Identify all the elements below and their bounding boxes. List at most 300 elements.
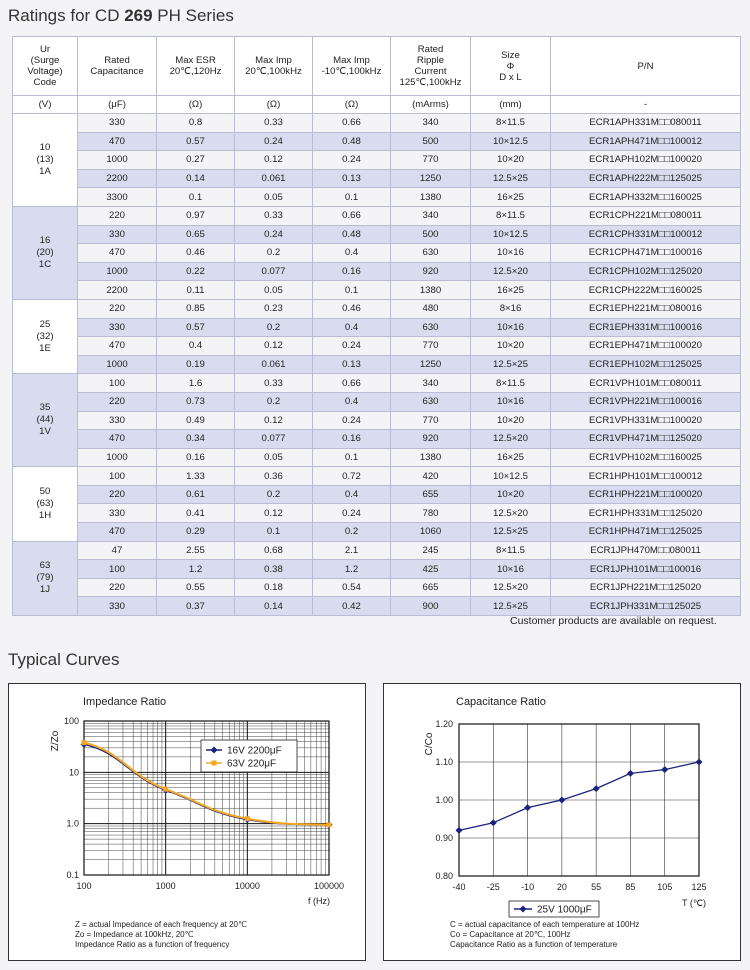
unit-ripple: (mArms)	[391, 96, 471, 114]
cell-cap: 100	[78, 560, 157, 579]
cell-size: 16×25	[471, 448, 551, 467]
cell-ripple: 770	[391, 411, 471, 430]
data-point	[490, 819, 497, 826]
data-point	[593, 785, 600, 792]
cell-cap: 1000	[78, 262, 157, 281]
cell-imp20: 0.061	[235, 169, 313, 188]
header-impm10: Max Imp -10℃,100kHz	[313, 37, 391, 96]
cell-cap: 220	[78, 299, 157, 318]
cell-impm10: 0.24	[313, 337, 391, 356]
cell-impm10: 0.16	[313, 262, 391, 281]
availability-note: Customer products are available on request.	[510, 615, 717, 627]
cell-ripple: 340	[391, 374, 471, 393]
cell-imp20: 0.33	[235, 114, 313, 133]
data-point	[163, 787, 168, 792]
cell-impm10: 0.13	[313, 355, 391, 374]
cell-pn: ECR1HPH331M□□125020	[551, 504, 741, 523]
cell-imp20: 0.33	[235, 374, 313, 393]
cell-size: 16×25	[471, 281, 551, 300]
voltage-code-cell: 63 (79) 1J	[13, 541, 78, 615]
cell-ripple: 500	[391, 132, 471, 151]
cell-cap: 470	[78, 132, 157, 151]
cell-imp20: 0.36	[235, 467, 313, 486]
cell-pn: ECR1VPH471M□□125020	[551, 430, 741, 449]
cell-cap: 470	[78, 523, 157, 542]
y-tick-label: 1.10	[435, 757, 453, 767]
table-row	[13, 597, 741, 616]
capacitance-note-1: C = actual capacitance of each temperature at 100Hz	[450, 920, 640, 929]
table-row	[13, 225, 741, 244]
data-point	[696, 759, 703, 766]
cell-size: 10×12.5	[471, 225, 551, 244]
cell-impm10: 0.42	[313, 597, 391, 616]
cell-ripple: 420	[391, 467, 471, 486]
cell-pn: ECR1CPH471M□□100016	[551, 244, 741, 263]
cell-esr: 0.19	[157, 355, 235, 374]
cell-esr: 0.65	[157, 225, 235, 244]
table-row	[13, 448, 741, 467]
table-row	[13, 578, 741, 597]
table-row	[13, 114, 741, 133]
data-point	[327, 822, 332, 827]
cell-size: 12.5×20	[471, 430, 551, 449]
cell-imp20: 0.2	[235, 244, 313, 263]
cell-cap: 1000	[78, 355, 157, 374]
cell-pn: ECR1CPH331M□□100012	[551, 225, 741, 244]
cell-esr: 0.85	[157, 299, 235, 318]
voltage-code-cell: 25 (32) 1E	[13, 299, 78, 373]
cell-imp20: 0.05	[235, 448, 313, 467]
cell-size: 12.5×20	[471, 262, 551, 281]
cell-impm10: 0.2	[313, 523, 391, 542]
x-axis-label: T (℃)	[682, 898, 706, 908]
cell-impm10: 0.4	[313, 244, 391, 263]
legend-label: 25V 1000μF	[537, 904, 592, 916]
impedance-panel	[8, 683, 366, 961]
cell-imp20: 0.1	[235, 523, 313, 542]
cell-esr: 0.61	[157, 485, 235, 504]
cell-esr: 0.16	[157, 448, 235, 467]
cell-esr: 0.22	[157, 262, 235, 281]
cell-cap: 220	[78, 206, 157, 225]
cell-size: 12.5×20	[471, 504, 551, 523]
cell-size: 10×12.5	[471, 132, 551, 151]
cell-size: 10×16	[471, 392, 551, 411]
voltage-code-cell: 50 (63) 1H	[13, 467, 78, 541]
cell-ripple: 340	[391, 206, 471, 225]
cell-cap: 220	[78, 578, 157, 597]
impedance-notes	[75, 920, 247, 950]
header-esr: Max ESR 20℃,120Hz	[157, 37, 235, 96]
cell-esr: 2.55	[157, 541, 235, 560]
cell-esr: 0.37	[157, 597, 235, 616]
cell-pn: ECR1EPH471M□□100020	[551, 337, 741, 356]
cell-esr: 0.57	[157, 132, 235, 151]
cell-size: 12.5×20	[471, 578, 551, 597]
cell-imp20: 0.2	[235, 485, 313, 504]
table-row	[13, 374, 741, 393]
cell-size: 10×20	[471, 151, 551, 170]
table-row	[13, 467, 741, 486]
cell-pn: ECR1EPH331M□□100016	[551, 318, 741, 337]
cell-cap: 1000	[78, 448, 157, 467]
cell-impm10: 0.1	[313, 448, 391, 467]
cell-impm10: 0.72	[313, 467, 391, 486]
x-tick-label: 105	[657, 882, 673, 892]
cell-impm10: 0.24	[313, 411, 391, 430]
cell-esr: 0.29	[157, 523, 235, 542]
cell-imp20: 0.24	[235, 132, 313, 151]
x-tick-label: 10000	[234, 881, 260, 891]
table-row	[13, 523, 741, 542]
cell-impm10: 0.24	[313, 504, 391, 523]
cell-imp20: 0.05	[235, 281, 313, 300]
cell-imp20: 0.38	[235, 560, 313, 579]
data-point	[245, 816, 250, 821]
impedance-note-3: Impedance Ratio as a function of frequency	[75, 940, 230, 949]
y-tick-label: 1.20	[435, 719, 453, 729]
y-tick-label: 1.0	[66, 818, 79, 829]
cell-esr: 0.46	[157, 244, 235, 263]
header-pn: P/N	[551, 37, 741, 96]
cell-ripple: 770	[391, 151, 471, 170]
y-tick-label: 0.90	[435, 833, 453, 843]
cell-ripple: 1380	[391, 281, 471, 300]
ratings-table	[12, 36, 741, 616]
cell-cap: 330	[78, 411, 157, 430]
capacitance-notes	[450, 920, 639, 950]
cell-impm10: 1.2	[313, 560, 391, 579]
cell-imp20: 0.2	[235, 392, 313, 411]
curves-title: Typical Curves	[8, 650, 120, 669]
cell-size: 12.5×25	[471, 597, 551, 616]
table-row	[13, 299, 741, 318]
cell-imp20: 0.12	[235, 151, 313, 170]
cell-impm10: 0.13	[313, 169, 391, 188]
unit-code: (V)	[13, 96, 78, 114]
cell-impm10: 0.46	[313, 299, 391, 318]
cell-pn: ECR1JPH331M□□125025	[551, 597, 741, 616]
cell-ripple: 780	[391, 504, 471, 523]
data-point	[661, 766, 668, 773]
legend-label: 16V 2200μF	[227, 745, 282, 757]
legend-label: 63V 220μF	[227, 758, 277, 770]
cell-cap: 330	[78, 504, 157, 523]
y-tick-label: 100	[63, 716, 79, 726]
header-row	[13, 37, 741, 96]
legend-marker	[212, 761, 217, 766]
capacitance-panel	[383, 683, 741, 961]
cell-size: 10×20	[471, 337, 551, 356]
cell-imp20: 0.23	[235, 299, 313, 318]
x-tick-label: 55	[591, 882, 602, 892]
cell-ripple: 480	[391, 299, 471, 318]
cell-pn: ECR1APH332M□□160025	[551, 188, 741, 207]
table-row	[13, 485, 741, 504]
cell-ripple: 900	[391, 597, 471, 616]
cell-impm10: 0.16	[313, 430, 391, 449]
header-ripple: Rated Ripple Current 125℃,100kHz	[391, 37, 471, 96]
cell-impm10: 0.66	[313, 206, 391, 225]
cell-size: 8×11.5	[471, 206, 551, 225]
cell-ripple: 245	[391, 541, 471, 560]
cell-pn: ECR1VPH101M□□080011	[551, 374, 741, 393]
cell-ripple: 500	[391, 225, 471, 244]
cell-esr: 0.14	[157, 169, 235, 188]
table-row	[13, 541, 741, 560]
cell-pn: ECR1JPH221M□□125020	[551, 578, 741, 597]
cell-esr: 0.49	[157, 411, 235, 430]
cell-pn: ECR1VPH102M□□160025	[551, 448, 741, 467]
cell-cap: 100	[78, 374, 157, 393]
cell-pn: ECR1APH471M□□100012	[551, 132, 741, 151]
cell-pn: ECR1HPH221M□□100020	[551, 485, 741, 504]
cell-ripple: 1250	[391, 169, 471, 188]
cell-cap: 220	[78, 392, 157, 411]
cell-cap: 470	[78, 337, 157, 356]
cell-impm10: 0.24	[313, 151, 391, 170]
cell-size: 10×20	[471, 411, 551, 430]
cell-esr: 0.73	[157, 392, 235, 411]
cell-cap: 330	[78, 114, 157, 133]
capacitance-note-3: Capacitance Ratio as a function of temperature	[450, 940, 618, 949]
table-row	[13, 206, 741, 225]
cell-ripple: 1060	[391, 523, 471, 542]
cell-size: 10×16	[471, 318, 551, 337]
cell-pn: ECR1JPH101M□□100016	[551, 560, 741, 579]
impedance-note-1: Z = actual Impedance of each frequency at 20℃	[75, 920, 247, 929]
cell-esr: 0.34	[157, 430, 235, 449]
cell-imp20: 0.05	[235, 188, 313, 207]
table-row	[13, 262, 741, 281]
cell-cap: 2200	[78, 281, 157, 300]
cell-impm10: 0.4	[313, 392, 391, 411]
cell-imp20: 0.24	[235, 225, 313, 244]
x-tick-label: 85	[625, 882, 636, 892]
y-tick-label: 10	[68, 767, 79, 778]
cell-pn: ECR1APH222M□□125025	[551, 169, 741, 188]
unit-pn: -	[551, 96, 741, 114]
cell-pn: ECR1VPH331M□□100020	[551, 411, 741, 430]
data-point	[456, 827, 463, 834]
cell-imp20: 0.18	[235, 578, 313, 597]
cell-impm10: 0.66	[313, 114, 391, 133]
x-tick-label: 1000	[155, 881, 176, 891]
table-row	[13, 411, 741, 430]
cell-cap: 330	[78, 225, 157, 244]
x-tick-label: -40	[452, 882, 466, 892]
table-row	[13, 318, 741, 337]
cell-impm10: 0.4	[313, 485, 391, 504]
cell-size: 10×20	[471, 485, 551, 504]
voltage-code-cell: 10 (13) 1A	[13, 114, 78, 207]
cell-impm10: 0.1	[313, 188, 391, 207]
cell-imp20: 0.077	[235, 262, 313, 281]
cell-pn: ECR1APH102M□□100020	[551, 151, 741, 170]
cell-esr: 0.8	[157, 114, 235, 133]
cell-pn: ECR1HPH101M□□100012	[551, 467, 741, 486]
data-point	[558, 797, 565, 804]
cell-impm10: 0.4	[313, 318, 391, 337]
cell-ripple: 920	[391, 430, 471, 449]
x-tick-label: 100000	[313, 881, 345, 891]
cell-imp20: 0.12	[235, 337, 313, 356]
cell-pn: ECR1CPH221M□□080011	[551, 206, 741, 225]
unit-imp20: (Ω)	[235, 96, 313, 114]
cell-ripple: 770	[391, 337, 471, 356]
cell-pn: ECR1EPH221M□□080016	[551, 299, 741, 318]
x-tick-label: 125	[691, 882, 707, 892]
table-row	[13, 560, 741, 579]
table-body	[13, 114, 741, 616]
capacitance-note-2: Co = Capacitance at 20℃, 100Hz	[450, 930, 571, 939]
y-axis-label: Z/Zo	[50, 730, 61, 752]
cell-size: 8×11.5	[471, 541, 551, 560]
cell-impm10: 0.66	[313, 374, 391, 393]
table-row	[13, 132, 741, 151]
header-code: Ur (Surge Voltage) Code	[13, 37, 78, 96]
cell-impm10: 2.1	[313, 541, 391, 560]
y-tick-label: 0.80	[435, 871, 453, 881]
cell-ripple: 655	[391, 485, 471, 504]
cell-esr: 0.97	[157, 206, 235, 225]
cell-size: 8×16	[471, 299, 551, 318]
cell-esr: 1.2	[157, 560, 235, 579]
header-cap: Rated Capacitance	[78, 37, 157, 96]
unit-cap: (μF)	[78, 96, 157, 114]
unit-impm10: (Ω)	[313, 96, 391, 114]
y-tick-label: 0.1	[66, 870, 79, 880]
table-row	[13, 392, 741, 411]
unit-esr: (Ω)	[157, 96, 235, 114]
cell-size: 8×11.5	[471, 374, 551, 393]
cell-cap: 470	[78, 244, 157, 263]
cell-pn: ECR1VPH221M□□100016	[551, 392, 741, 411]
table-row	[13, 504, 741, 523]
cell-ripple: 630	[391, 244, 471, 263]
cell-size: 8×11.5	[471, 114, 551, 133]
cell-pn: ECR1EPH102M□□125025	[551, 355, 741, 374]
table-row	[13, 337, 741, 356]
y-axis-label: C/Co	[424, 732, 435, 756]
cell-ripple: 1250	[391, 355, 471, 374]
cell-pn: ECR1HPH471M□□125025	[551, 523, 741, 542]
data-point	[524, 804, 531, 811]
cell-pn: ECR1CPH102M□□125020	[551, 262, 741, 281]
x-axis-label: f (Hz)	[308, 896, 330, 906]
data-point	[627, 770, 634, 777]
cell-esr: 1.6	[157, 374, 235, 393]
x-tick-label: 20	[556, 882, 567, 892]
cell-size: 12.5×25	[471, 169, 551, 188]
cell-esr: 0.57	[157, 318, 235, 337]
cell-esr: 0.27	[157, 151, 235, 170]
cell-cap: 330	[78, 318, 157, 337]
cell-esr: 0.1	[157, 188, 235, 207]
x-tick-label: -10	[521, 882, 535, 892]
cell-ripple: 425	[391, 560, 471, 579]
x-tick-label: 100	[76, 881, 92, 891]
cell-cap: 470	[78, 430, 157, 449]
cell-impm10: 0.48	[313, 132, 391, 151]
cell-size: 12.5×25	[471, 355, 551, 374]
cell-cap: 100	[78, 467, 157, 486]
table-row	[13, 188, 741, 207]
cell-size: 10×16	[471, 560, 551, 579]
cell-esr: 1.33	[157, 467, 235, 486]
cell-pn: ECR1CPH222M□□160025	[551, 281, 741, 300]
table-row	[13, 281, 741, 300]
cell-esr: 0.55	[157, 578, 235, 597]
units-row	[13, 96, 741, 114]
cell-pn: ECR1APH331M□□080011	[551, 114, 741, 133]
cell-imp20: 0.12	[235, 504, 313, 523]
cell-cap: 1000	[78, 151, 157, 170]
table-row	[13, 169, 741, 188]
cell-ripple: 1380	[391, 188, 471, 207]
cell-size: 10×16	[471, 244, 551, 263]
capacitance-title: Capacitance Ratio	[456, 696, 546, 708]
cell-size: 16×25	[471, 188, 551, 207]
impedance-chart	[9, 684, 365, 960]
cell-cap: 47	[78, 541, 157, 560]
cell-ripple: 665	[391, 578, 471, 597]
cell-impm10: 0.48	[313, 225, 391, 244]
cell-ripple: 630	[391, 392, 471, 411]
table-row	[13, 355, 741, 374]
cell-impm10: 0.54	[313, 578, 391, 597]
cell-ripple: 1380	[391, 448, 471, 467]
voltage-code-cell: 35 (44) 1V	[13, 374, 78, 467]
cell-imp20: 0.33	[235, 206, 313, 225]
cell-esr: 0.41	[157, 504, 235, 523]
cell-esr: 0.11	[157, 281, 235, 300]
cell-ripple: 630	[391, 318, 471, 337]
cell-size: 10×12.5	[471, 467, 551, 486]
unit-size: (mm)	[471, 96, 551, 114]
x-tick-label: -25	[486, 882, 500, 892]
impedance-title: Impedance Ratio	[83, 696, 167, 708]
cell-imp20: 0.68	[235, 541, 313, 560]
header-imp20: Max Imp 20℃,100kHz	[235, 37, 313, 96]
cell-ripple: 340	[391, 114, 471, 133]
cell-cap: 2200	[78, 169, 157, 188]
cell-imp20: 0.14	[235, 597, 313, 616]
cell-pn: ECR1JPH470M□□080011	[551, 541, 741, 560]
data-point	[82, 740, 87, 745]
cell-imp20: 0.12	[235, 411, 313, 430]
cell-cap: 220	[78, 485, 157, 504]
cell-impm10: 0.1	[313, 281, 391, 300]
header-size: Size Φ D x L	[471, 37, 551, 96]
cell-cap: 3300	[78, 188, 157, 207]
table-row	[13, 151, 741, 170]
y-tick-label: 1.00	[435, 795, 453, 805]
table-row	[13, 244, 741, 263]
cell-esr: 0.4	[157, 337, 235, 356]
cell-imp20: 0.077	[235, 430, 313, 449]
capacitance-chart	[384, 684, 740, 960]
table-row	[13, 430, 741, 449]
cell-imp20: 0.2	[235, 318, 313, 337]
page-title: Ratings for CD 269 PH Series	[8, 6, 234, 25]
cell-imp20: 0.061	[235, 355, 313, 374]
series-line	[459, 762, 699, 830]
impedance-note-2: Zo = Impedance at 100kHz, 20℃	[75, 930, 194, 939]
cell-cap: 330	[78, 597, 157, 616]
voltage-code-cell: 16 (20) 1C	[13, 206, 78, 299]
cell-ripple: 920	[391, 262, 471, 281]
